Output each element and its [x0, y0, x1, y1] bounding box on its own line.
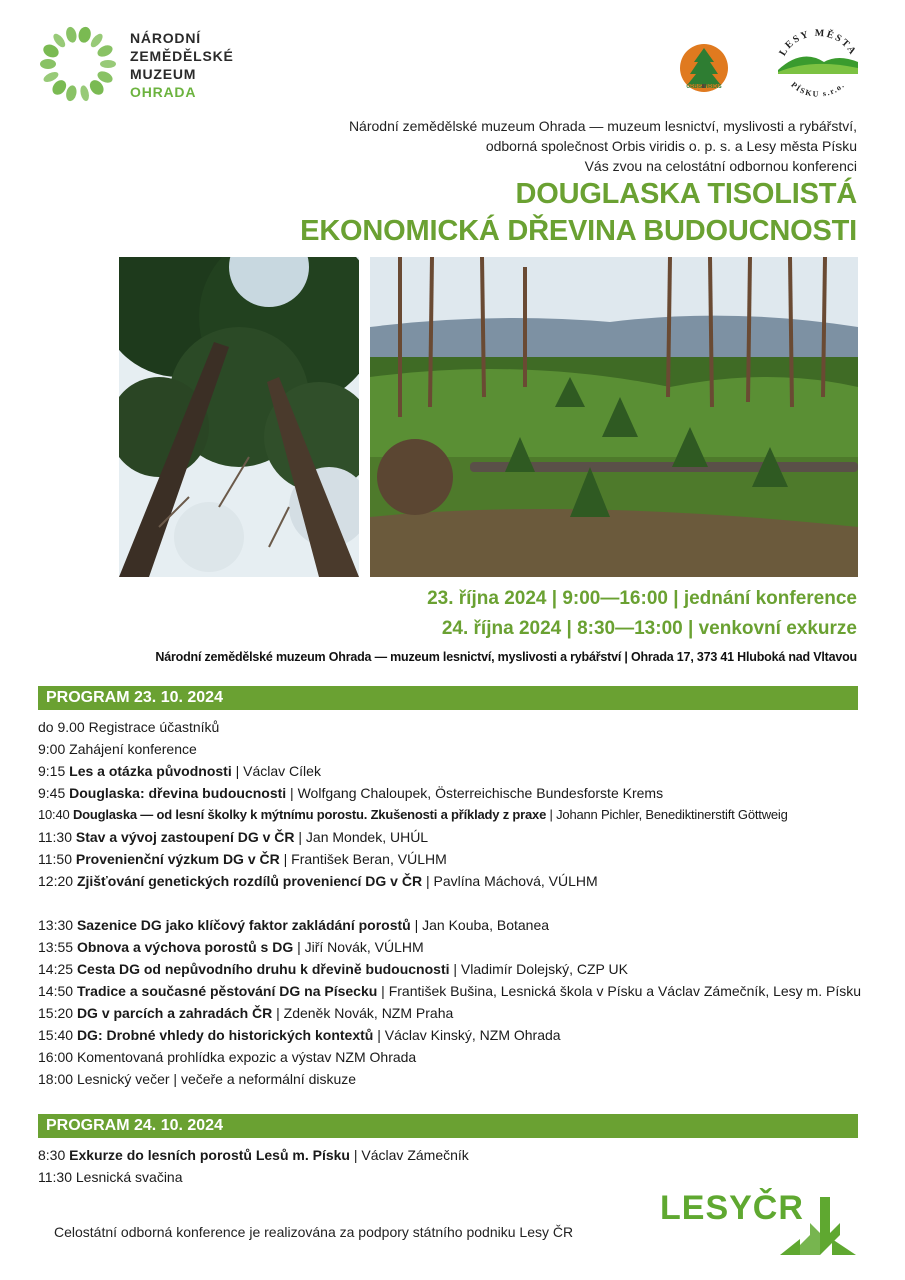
program-item — [38, 980, 878, 1002]
intro-line2: odborná společnost Orbis viridis o. p. s. a Lesy města Písku — [485, 138, 857, 154]
program-item-speaker: | Vladimír Dolejský, CZP UK — [449, 961, 628, 977]
date-day2: 24. října 2024 | 8:30—13:00 | venkovní exkurze — [441, 618, 857, 639]
program-item — [38, 738, 878, 760]
program-item — [38, 804, 878, 826]
program-item — [38, 914, 878, 936]
venue-address: Národní zemědělské muzeum Ohrada — muzeum lesnictví, myslivosti a rybářství | Ohrada 17, 373 41 Hluboká nad Vltavou — [155, 650, 857, 664]
lesy-mesta-pisku-logo — [772, 28, 864, 104]
program-item-speaker: | František Bušina, Lesnická škola v Písku a Václav Zámečník, Lesy m. Písku — [377, 983, 862, 999]
program-item-speaker: | Zdeněk Novák, NZM Praha — [272, 1005, 454, 1021]
program-item-title: Cesta DG od nepůvodního druhu k dřevině budoucnosti — [76, 961, 450, 977]
nzm-logo-line4: OHRADA — [130, 84, 197, 100]
title-line2: EKONOMICKÁ DŘEVINA BUDOUCNOSTI — [300, 215, 857, 247]
program-list-day1 — [38, 716, 878, 1090]
program-item-time: 11:30 — [38, 1169, 76, 1185]
program-item-title: DG v parcích a zahradách ČR — [76, 1005, 273, 1021]
program-item — [38, 870, 878, 892]
svg-text:PÍSKU s.r.o. — [789, 80, 846, 99]
program-item-time: 11:30 — [38, 829, 76, 845]
program-item — [38, 848, 878, 870]
program-item — [38, 760, 878, 782]
program-item-title: Tradice a současné pěstování DG na Písecku — [76, 983, 378, 999]
program-item-speaker: Registrace účastníků — [88, 719, 220, 735]
program-item-speaker: | Jan Mondek, UHÚL — [294, 829, 429, 845]
lesy-cr-logo — [660, 1183, 860, 1263]
program-item-title: Sazenice DG jako klíčový faktor zakládání porostů — [76, 917, 411, 933]
program-item-time: do 9.00 — [38, 719, 89, 735]
nzm-logo-line3: MUZEUM — [130, 66, 197, 82]
program-item-title: Douglaska — od lesní školky k mýtnímu porostu. Zkušenosti a příklady z praxe — [72, 807, 547, 822]
nzm-logo-text — [130, 29, 234, 101]
program-item — [38, 1024, 878, 1046]
program-item-speaker: | Jiří Novák, VÚLHM — [293, 939, 424, 955]
program-item-time: 8:30 — [38, 1147, 70, 1163]
program-item-speaker: | Václav Zámečník — [350, 1147, 469, 1163]
lesy-mesta-top-text: LESY MĚSTA — [777, 28, 859, 58]
program-item — [38, 716, 878, 738]
program-item — [38, 782, 878, 804]
nzm-logo-line2: ZEMĚDĚLSKÉ — [130, 48, 234, 64]
program-item-speaker: Lesnický večer | večeře a neformální diskuze — [76, 1071, 357, 1087]
program-item-title: Stav a vývoj zastoupení DG v ČR — [75, 829, 295, 845]
program-item-title: Zjišťování genetických rozdílů proveniencí DG v ČR — [76, 873, 423, 889]
program-item-time: 11:50 — [38, 851, 76, 867]
program-list-day2 — [38, 1144, 878, 1188]
program-item-speaker: | Jan Kouba, Botanea — [410, 917, 550, 933]
program-item — [38, 958, 878, 980]
program-item-speaker: | František Beran, VÚLHM — [279, 851, 447, 867]
orbis-viridis-caption: ORBIS VIRIDIS — [686, 84, 722, 90]
nzm-ohrada-logo — [38, 24, 258, 106]
lesy-cr-wordmark: LESYČR — [660, 1189, 804, 1227]
orbis-viridis-logo — [676, 40, 732, 96]
program-item-title: Douglaska: dřevina budoucnosti — [69, 785, 287, 801]
program-item-speaker: Lesnická svačina — [75, 1169, 183, 1185]
hills-emblem-icon — [772, 28, 864, 104]
nzm-logo-line1: NÁRODNÍ — [130, 30, 201, 46]
program-item-speaker: | Wolfgang Chaloupek, Österreichische Bundesforste Krems — [286, 785, 664, 801]
program-item-time: 9:45 — [38, 785, 70, 801]
program-item-time: 13:55 — [38, 939, 77, 955]
program-item-time: 9:15 — [38, 763, 70, 779]
program-item — [38, 936, 878, 958]
program-item-time: 9:00 — [38, 741, 70, 757]
program-item-time: 12:20 — [38, 873, 77, 889]
program-item-time: 15:40 — [38, 1027, 77, 1043]
program-item — [38, 1046, 878, 1068]
svg-text:LESY MĚSTA — [777, 28, 858, 58]
program-item-title: Provenienční výzkum DG v ČR — [75, 851, 280, 867]
title-line1: DOUGLASKA TISOLISTÁ — [515, 178, 857, 210]
intro-line3: Vás zvou na celostátní odbornou konferenci — [584, 158, 857, 174]
program-item-time: 10:40 — [38, 807, 73, 822]
lesy-mesta-bottom-text: PÍSKU s.r.o. — [789, 80, 847, 99]
program-item-speaker: | Václav Kinský, NZM Ohrada — [373, 1027, 561, 1043]
forest-clearing-photo — [370, 257, 858, 577]
program-item-speaker: | Johann Pichler, Benediktinerstift Göttweig — [546, 807, 788, 822]
program-item-title: DG: Drobné vhledy do historických kontextů — [76, 1027, 374, 1043]
program-item-time: 14:25 — [38, 961, 77, 977]
program-item — [38, 1144, 878, 1166]
program-item-time: 18:00 — [38, 1071, 77, 1087]
program-item-speaker: Zahájení konference — [69, 741, 197, 757]
program-item-title: Les a otázka původnosti — [69, 763, 232, 779]
douglas-fir-canopy-photo — [119, 257, 359, 577]
conference-title — [97, 176, 857, 250]
program-item-title: Exkurze do lesních porostů Lesů m. Písku — [69, 1147, 350, 1163]
leaf-wreath-icon — [38, 24, 118, 104]
program-item-speaker: | Pavlína Máchová, VÚLHM — [422, 873, 598, 889]
program-item-time: 13:30 — [38, 917, 77, 933]
date-day1: 23. října 2024 | 9:00—16:00 | jednání konference — [427, 588, 857, 609]
program-item — [38, 826, 878, 848]
program-item — [38, 1068, 878, 1090]
program-item-speaker: Komentovaná prohlídka expozic a výstav NZM Ohrada — [76, 1049, 417, 1065]
program-item-title: Obnova a výchova porostů s DG — [76, 939, 294, 955]
program-item — [38, 1002, 878, 1024]
invitation-intro — [217, 116, 857, 176]
program-heading-day2: PROGRAM 24. 10. 2024 — [38, 1114, 858, 1138]
program-item-speaker: | Václav Cílek — [231, 763, 321, 779]
program-item-time: 15:20 — [38, 1005, 77, 1021]
program-heading-day1: PROGRAM 23. 10. 2024 — [38, 686, 858, 710]
intro-line1: Národní zemědělské muzeum Ohrada — muzeum lesnictví, myslivosti a rybářství, — [348, 118, 857, 134]
program-item-time: 16:00 — [38, 1049, 77, 1065]
sponsor-note: Celostátní odborná konference je realizována za podpory státního podniku Lesy ČR — [54, 1224, 574, 1240]
program-item-time: 14:50 — [38, 983, 77, 999]
